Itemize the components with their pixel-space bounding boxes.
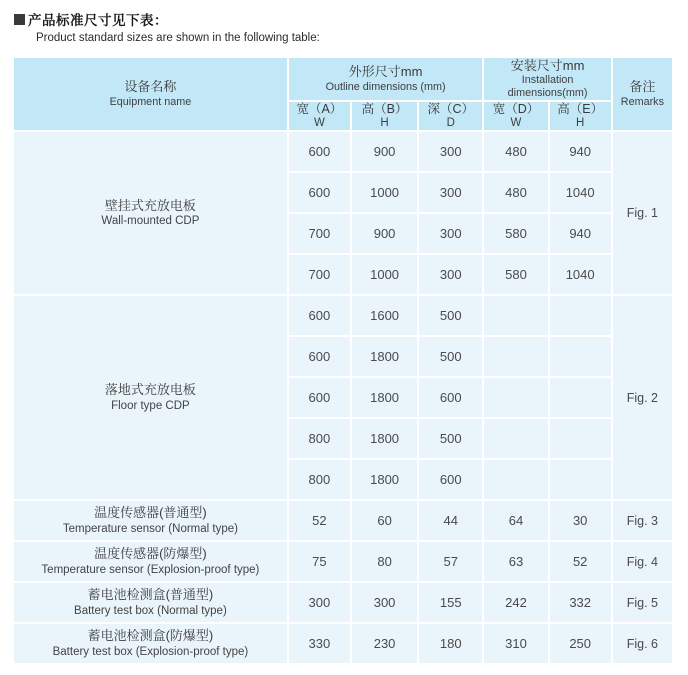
header-outline-dimensions	[289, 58, 483, 100]
dimension-value-cell: 940	[550, 132, 611, 171]
dimension-value-cell: 580	[484, 255, 547, 294]
table-header	[14, 58, 672, 130]
equipment-name-cell	[14, 501, 287, 540]
dimension-value-cell: 75	[289, 542, 350, 581]
header-depth-c: 深（C） D	[419, 102, 482, 130]
equipment-name-english: Wall-mounted CDP	[101, 215, 200, 228]
equipment-name-cell	[14, 132, 287, 294]
dimension-value-cell: 900	[352, 214, 417, 253]
dimension-value-cell: 1040	[550, 255, 611, 294]
header-installation-dimensions	[484, 58, 610, 100]
dimension-value-cell: 310	[484, 624, 547, 663]
remark-cell: Fig. 3	[613, 501, 672, 540]
table-row	[14, 624, 672, 663]
equipment-name-chinese: 落地式充放电板	[104, 382, 196, 398]
dimension-value-cell	[550, 460, 611, 499]
table-row	[14, 542, 672, 581]
equipment-name-english: Temperature sensor (Normal type)	[62, 522, 238, 535]
remark-cell: Fig. 4	[613, 542, 672, 581]
header-outline-dimensions-cn: 外形尺寸mm	[348, 64, 423, 80]
dimension-value-cell: 155	[419, 583, 482, 622]
equipment-name-chinese: 壁挂式充放电板	[104, 197, 196, 213]
dimension-value-cell	[550, 378, 611, 417]
dimension-value-cell: 600	[289, 378, 350, 417]
equipment-name-chinese: 温度传感器(防爆型)	[94, 546, 207, 562]
page-title	[14, 9, 688, 29]
dimension-value-cell: 1600	[352, 296, 417, 335]
header-installation-dimensions-cn: 安装尺寸mm	[510, 58, 585, 73]
dimension-value-cell: 330	[289, 624, 350, 663]
dimension-value-cell: 1040	[550, 173, 611, 212]
dimension-value-cell: 300	[419, 255, 482, 294]
dimension-value-cell: 57	[419, 542, 482, 581]
product-size-table	[12, 56, 674, 665]
dimension-value-cell: 480	[484, 132, 547, 171]
header-equipment-name-en: Equipment name	[109, 95, 192, 108]
dimension-value-cell: 600	[289, 132, 350, 171]
header-equipment-name-cn: 设备名称	[124, 79, 177, 95]
remark-cell: Fig. 2	[613, 296, 672, 499]
equipment-name-chinese: 蓄电池检测盒(防爆型)	[87, 628, 214, 644]
header-remarks	[613, 58, 672, 130]
dimension-value-cell: 230	[352, 624, 417, 663]
dimension-value-cell: 700	[289, 214, 350, 253]
dimension-value-cell: 600	[289, 337, 350, 376]
equipment-name-chinese: 蓄电池检测盒(普通型)	[87, 587, 214, 603]
header-height-e: 高（E） H	[550, 102, 611, 130]
dimension-value-cell: 44	[419, 501, 482, 540]
dimension-value-cell	[484, 460, 547, 499]
equipment-name-cell	[14, 624, 287, 663]
equipment-name-chinese: 温度传感器(普通型)	[94, 505, 207, 521]
header-remarks-cn: 备注	[629, 79, 656, 95]
dimension-value-cell: 300	[352, 583, 417, 622]
dimension-value-cell	[484, 337, 547, 376]
dimension-value-cell: 580	[484, 214, 547, 253]
dimension-value-cell: 242	[484, 583, 547, 622]
header-outline-dimensions-en: Outline dimensions (mm)	[325, 80, 446, 93]
dimension-value-cell: 900	[352, 132, 417, 171]
equipment-name-english: Battery test box (Explosion-proof type)	[52, 645, 249, 658]
header-equipment-name	[14, 58, 287, 130]
remark-cell: Fig. 5	[613, 583, 672, 622]
dimension-value-cell: 60	[352, 501, 417, 540]
table-row	[14, 132, 672, 171]
dimension-value-cell: 600	[419, 460, 482, 499]
dimension-value-cell	[550, 296, 611, 335]
dimension-value-cell: 700	[289, 255, 350, 294]
dimension-value-cell: 1000	[352, 173, 417, 212]
dimension-value-cell	[550, 419, 611, 458]
dimension-value-cell: 480	[484, 173, 547, 212]
dimension-value-cell: 63	[484, 542, 547, 581]
dimension-value-cell: 1800	[352, 419, 417, 458]
table-row	[14, 501, 672, 540]
dimension-value-cell: 940	[550, 214, 611, 253]
table-body	[14, 132, 672, 663]
dimension-value-cell: 30	[550, 501, 611, 540]
dimension-value-cell: 64	[484, 501, 547, 540]
dimension-value-cell: 332	[550, 583, 611, 622]
dimension-value-cell: 180	[419, 624, 482, 663]
dimension-value-cell: 1800	[352, 460, 417, 499]
equipment-name-cell	[14, 542, 287, 581]
equipment-name-english: Floor type CDP	[111, 399, 190, 412]
dimension-value-cell: 500	[419, 337, 482, 376]
dimension-value-cell	[550, 337, 611, 376]
table-row	[14, 583, 672, 622]
dimension-value-cell: 52	[289, 501, 350, 540]
page-title-english: Product standard sizes are shown in the following table:	[36, 32, 320, 44]
page-title-chinese: 产品标准尺寸见下表：	[28, 13, 168, 28]
dimension-value-cell: 600	[419, 378, 482, 417]
header-height-b: 高（B） H	[352, 102, 417, 130]
dimension-value-cell: 800	[289, 460, 350, 499]
dimension-value-cell: 600	[289, 296, 350, 335]
header-remarks-en: Remarks	[620, 95, 664, 108]
table-row	[14, 296, 672, 335]
dimension-value-cell: 500	[419, 296, 482, 335]
dimension-value-cell: 300	[289, 583, 350, 622]
dimension-value-cell: 52	[550, 542, 611, 581]
dimension-value-cell: 300	[419, 132, 482, 171]
header-installation-dimensions-en: Installation dimensions(mm)	[507, 74, 588, 100]
dimension-value-cell: 300	[419, 173, 482, 212]
equipment-name-english: Battery test box (Normal type)	[74, 604, 227, 617]
title-block	[0, 0, 688, 44]
remark-cell: Fig. 6	[613, 624, 672, 663]
equipment-name-cell	[14, 296, 287, 499]
dimension-value-cell: 500	[419, 419, 482, 458]
dimension-value-cell	[484, 419, 547, 458]
header-width-d: 宽（D） W	[484, 102, 547, 130]
dimension-value-cell: 800	[289, 419, 350, 458]
remark-cell: Fig. 1	[613, 132, 672, 294]
equipment-name-english: Temperature sensor (Explosion-proof type)	[41, 563, 260, 576]
dimension-value-cell: 600	[289, 173, 350, 212]
dimension-value-cell: 250	[550, 624, 611, 663]
dimension-value-cell: 1800	[352, 378, 417, 417]
square-bullet-icon	[14, 14, 25, 25]
header-group-row	[14, 58, 672, 100]
dimension-value-cell: 1800	[352, 337, 417, 376]
dimension-value-cell	[484, 296, 547, 335]
dimension-value-cell: 300	[419, 214, 482, 253]
header-width-a: 宽（A） W	[289, 102, 350, 130]
dimension-value-cell	[484, 378, 547, 417]
dimension-value-cell: 1000	[352, 255, 417, 294]
equipment-name-cell	[14, 583, 287, 622]
dimension-value-cell: 80	[352, 542, 417, 581]
